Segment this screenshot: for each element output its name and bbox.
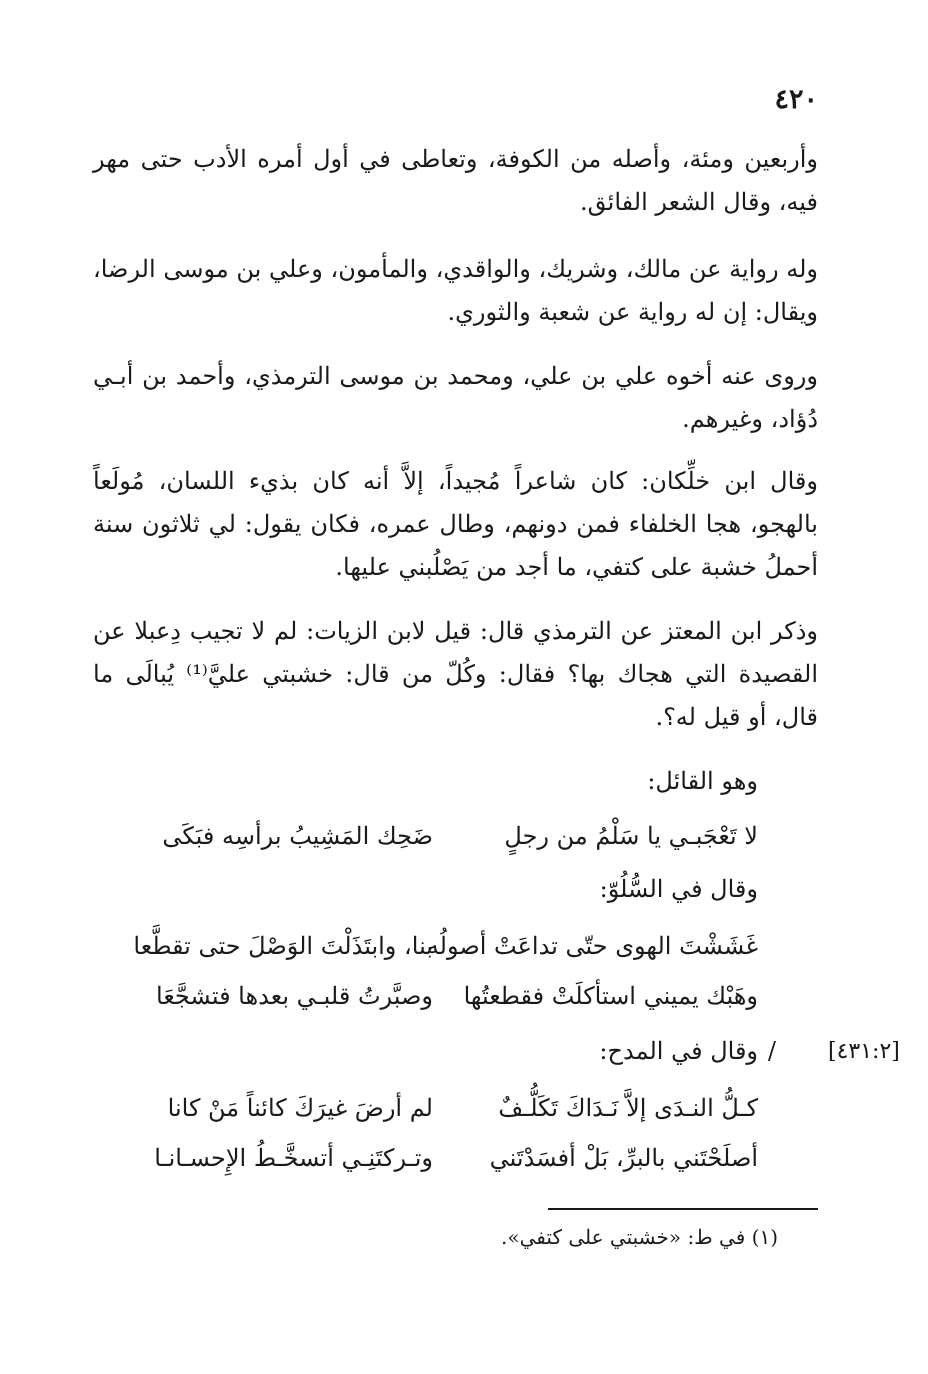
verse-first-hemistich: غَشَشْتَ الهوى حتّى تداعَتْ أصولُه [426,932,758,960]
verse-second-hemistich: وصبَّرتُ قلبـي بعدها فتشجَّعَا [156,982,433,1010]
page-break-slash: / [767,1037,776,1065]
verse-intro-sulu: وقال في السُّلُوّ: [599,875,758,903]
paragraph-5: وذكر ابن المعتز عن الترمذي قال: قيل لابن الزيات: لم لا تجيب دِعبلا عن القصيدة التي هجاك بها؟ فقال: وكُلّ من قال: خشبتي عليَّ⁽¹⁾ يُبالَى ما قال، أو قيل له؟. [93,617,819,731]
verse-line [133,925,758,968]
verse-second-hemistich: بنا، وابتَذَلْتَ الوَصْلَ حتى تقطَّعا [133,932,433,960]
verse-second-hemistich: وتـركتَنِـي أتسخَّـطُ الإِحسـانـا [154,1144,433,1172]
verse-second-hemistich: ضَحِك المَشِيبُ برأسِه فبَكَى [162,822,433,850]
page-number: ٤٢٠ [774,84,818,115]
verse-line [158,1087,758,1130]
verse-line [154,1137,758,1180]
verse-first-hemistich: كـلُّ النـدَى إلاَّ نَـدَاكَ تَكَلُّـفٌ [498,1094,758,1122]
original-page-reference: [٤٣١:٢] [828,1039,900,1064]
footnote-divider [548,1208,818,1210]
verse-line [158,815,758,858]
verse-first-hemistich: وهَبْك يميني استأكلَتْ فقطعتُها [463,982,758,1010]
verse-line [158,975,758,1018]
footnote-1: (١) في ط: «خشبتي على كتفي». [501,1225,778,1249]
verse-first-hemistich: أصلَحْتَني بالبرِّ، بَلْ أفسَدْتَني [489,1144,758,1172]
paragraph-2: وله رواية عن مالك، وشريك، والواقدي، والمأمون، وعلي بن موسى الرضا، ويقال: إن له رواية عن شعبة والثوري. [93,255,818,326]
verse-second-hemistich: لم أرضَ غيرَكَ كائناً مَنْ كانا [167,1094,433,1122]
paragraph-4: وقال ابن خلِّكان: كان شاعراً مُجيداً، إلاَّ أنه كان بذيء اللسان، مُولَعاً بالهجو، هجا الخلفاء فمن دونهم، وطال عمره، فكان يقول: لي ثلاثون سنة أحملُ خشبة على كتفي، ما أجد من يَصْلُبني عليها. [93,467,818,581]
paragraph-1: وأربعين ومئة، وأصله من الكوفة، وتعاطى في أول أمره الأدب حتى مهر فيه، وقال الشعر الفائق. [93,145,818,216]
verse-intro-madh: وقال في المدح: [599,1037,758,1065]
verse-intro-qail: وهو القائل: [647,767,758,795]
paragraph-3: وروى عنه أخوه علي بن علي، ومحمد بن موسى الترمذي، وأحمد بن أبـي دُؤاد، وغيرهم. [93,362,818,433]
verse-first-hemistich: لا تَعْجَبـي يا سَلْمُ من رجلٍ [504,822,758,850]
